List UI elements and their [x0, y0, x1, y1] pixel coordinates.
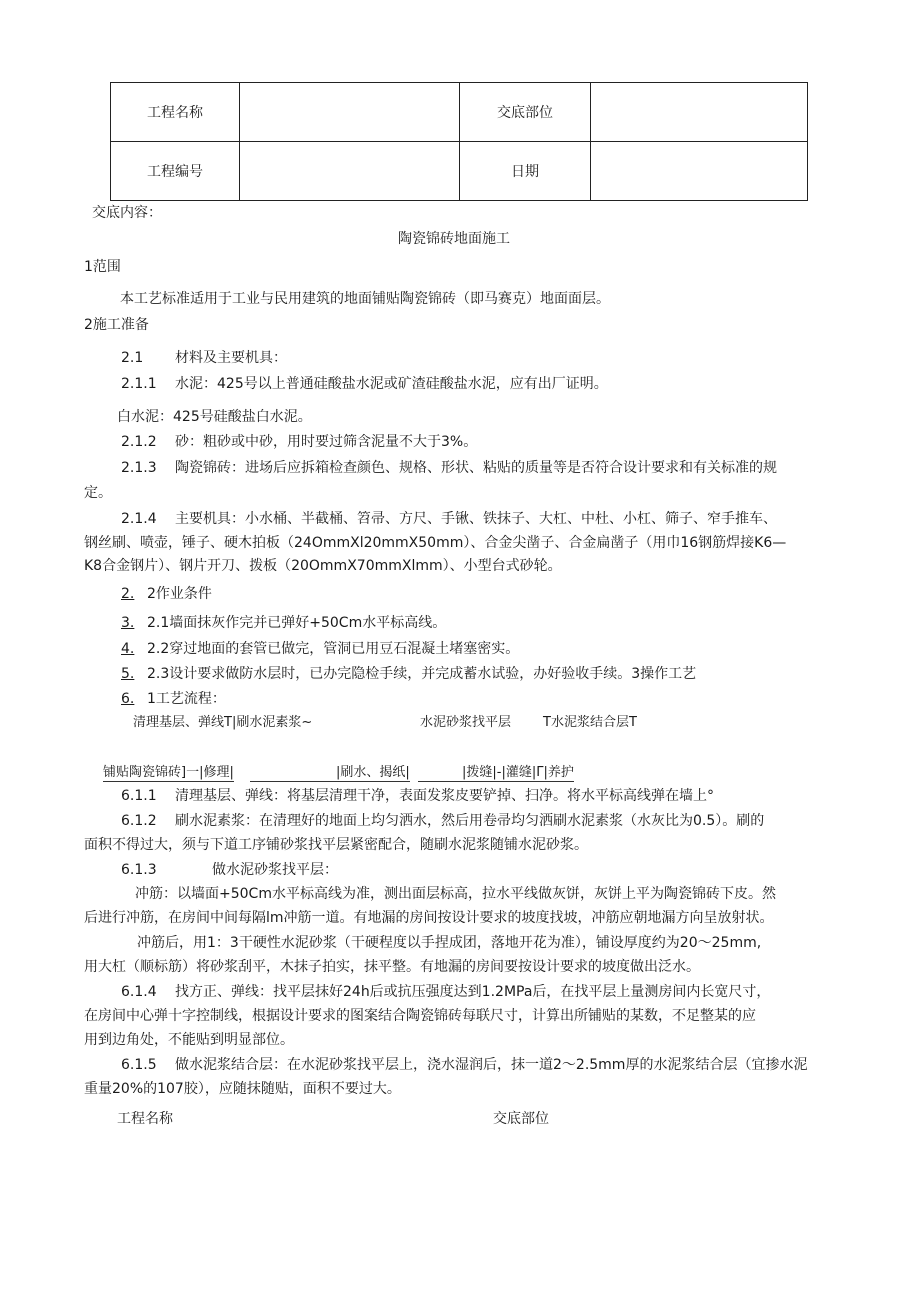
- screeding-text-line1: 冲筋：以墙面+50Cm水平标高线为准，测出面层标高，拉水平线做灰饼，灰饼上平为陶瓷锦砖下皮。然: [135, 886, 776, 902]
- item-2-1-3-text-line1: 陶瓷锦砖：进场后应拆箱检查颜色、规格、形状、粘贴的质量等是否符合设计要求和有关标准的规: [175, 460, 777, 476]
- handover-location-label: 交底部位: [460, 83, 591, 142]
- process-flow-row2-step2: |刷水、揭纸|: [336, 765, 410, 780]
- header-row-project-name: [111, 83, 808, 142]
- item-2-1-1-text: 水泥：425号以上普通硅酸盐水泥或矿渣硅酸盐水泥，应有出厂证明。: [175, 376, 608, 392]
- list-number-3: 3.: [121, 615, 135, 631]
- list-item-6-text: 1工艺流程：: [147, 691, 226, 707]
- list-item-4-text: 2.2穿过地面的套管已做完，管洞已用豆石混凝土堵塞密实。: [147, 641, 520, 657]
- white-cement-text: 白水泥：425号硅酸盐白水泥。: [117, 409, 312, 425]
- item-2-1-3-text-line2: 定。: [84, 485, 112, 501]
- project-number-label: 工程编号: [111, 142, 240, 201]
- item-6-1-2-text-line1: 刷水泥素浆：在清理好的地面上均匀洒水，然后用卷帚均匀洒刷水泥素浆（水灰比为0.5）。刷的: [175, 813, 765, 829]
- item-2-1-4-text-line1: 主要机具：小水桶、半截桶、笤帚、方尺、手锹、铁抹子、大杠、中杜、小杠、筛子、窄手推车、: [175, 511, 777, 527]
- item-6-1-5-number: 6.1.5: [121, 1057, 157, 1073]
- item-6-1-3-text: 做水泥砂浆找平层：: [212, 862, 338, 878]
- list-item-2-text: 2作业条件: [147, 586, 212, 602]
- section-1-paragraph: 本工艺标准适用于工业与民用建筑的地面铺贴陶瓷锦砖（即马赛克）地面面层。: [120, 291, 610, 307]
- process-flow-row2-step3: |拨缝|-|灌缝|Γ|养护: [462, 765, 574, 780]
- process-flow-row1-step2: 水泥砂浆找平层: [420, 715, 512, 730]
- list-item-3-text: 2.1墙面抹灰作完并已弹好+50Cm水平标高线。: [147, 615, 447, 631]
- date-label: 日期: [460, 142, 591, 201]
- list-number-2: 2.: [121, 586, 135, 602]
- content-label: 交底内容：: [92, 205, 162, 221]
- handover-location-value: [591, 83, 808, 142]
- project-number-value: [240, 142, 460, 201]
- footer-handover-location-label: 交底部位: [493, 1111, 549, 1127]
- section-2-heading: 2施工准备: [84, 317, 149, 333]
- item-2-1-4-number: 2.1.4: [121, 511, 157, 527]
- list-item-5-text: 2.3设计要求做防水层时，已办完隐检手续，并完成蓄水试验，办好验收手续。3操作工艺: [147, 666, 697, 682]
- item-2-1-text: 材料及主要机具：: [175, 350, 287, 366]
- item-6-1-4-text-line2: 在房间中心弹十字控制线，根据设计要求的图案结合陶瓷锦砖每联尺寸，计算出所铺贴的某数，不足整某的应: [84, 1008, 756, 1024]
- list-number-6: 6.: [121, 691, 135, 707]
- after-screeding-text-line1: 冲筋后，用1：3干硬性水泥砂浆（干硬程度以手捏成团，落地开花为准），铺设厚度约为20～25mm,: [137, 935, 762, 951]
- process-flow-row1-step1: 清理基层、弹线T|刷水泥素浆~: [133, 715, 313, 730]
- date-value: [591, 142, 808, 201]
- item-6-1-5-text-line1: 做水泥浆结合层：在水泥砂浆找平层上，浇水湿润后，抹一道2～2.5mm厚的水泥浆结合层（宜掺水泥: [175, 1057, 808, 1073]
- project-name-label: 工程名称: [111, 83, 240, 142]
- item-6-1-3-number: 6.1.3: [121, 862, 157, 878]
- process-flow-connector-1: [250, 781, 336, 782]
- item-6-1-1-text: 清理基层、弹线：将基层清理干净，表面发浆皮要铲掉、扫净。将水平标高线弹在墙上°: [175, 788, 714, 804]
- item-6-1-4-number: 6.1.4: [121, 984, 157, 1000]
- after-screeding-text-line2: 用大杠（顺标筋）将砂浆刮平，木抹子拍实，抹平整。有地漏的房间要按设计要求的坡度做出泛水。: [84, 959, 700, 975]
- item-2-1-2-number: 2.1.2: [121, 434, 157, 450]
- item-6-1-5-text-line2: 重量20%的107胶），应随抹随贴，面积不要过大。: [84, 1081, 401, 1097]
- process-flow-connector-2: [418, 781, 462, 782]
- header-row-project-number: [111, 142, 808, 201]
- item-6-1-4-text-line3: 用到边角处，不能贴到明显部位。: [84, 1032, 294, 1048]
- item-2-1-2-text: 砂：粗砂或中砂，用时要过筛含泥量不大于3%。: [175, 434, 478, 450]
- list-number-5: 5.: [121, 666, 135, 682]
- item-6-1-1-number: 6.1.1: [121, 788, 157, 804]
- list-number-4: 4.: [121, 641, 135, 657]
- item-2-1-1-number: 2.1.1: [121, 376, 157, 392]
- item-6-1-2-text-line2: 面积不得过大，须与下道工序铺砂浆找平层紧密配合，随刷水泥浆随铺水泥砂浆。: [84, 837, 588, 853]
- item-2-1-3-number: 2.1.3: [121, 460, 157, 476]
- item-6-1-4-text-line1: 找方正、弹线：找平层抹好24h后或抗压强度达到1.2MPa后，在找平层上量测房间内长宽尺寸，: [175, 984, 771, 1000]
- section-1-heading: 1范围: [84, 259, 121, 275]
- project-name-value: [240, 83, 460, 142]
- item-6-1-2-number: 6.1.2: [121, 813, 157, 829]
- footer-project-name-label: 工程名称: [117, 1111, 173, 1127]
- process-flow-row2-step1: 铺贴陶瓷锦砖]一|修理|: [103, 765, 234, 780]
- item-2-1-4-text-line2: 钢丝刷、喷壶，锤子、硬木拍板（24OmmXl20mmX50mm）、合金尖凿子、合金扁凿子（用巾16钢筋焊接K6—: [84, 535, 787, 551]
- document-title: 陶瓷锦砖地面施工: [398, 231, 510, 247]
- header-info-table: [110, 82, 808, 201]
- process-flow-row1-step3: T水泥浆结合层T: [543, 715, 637, 730]
- screeding-text-line2: 后进行冲筋，在房间中间每隔lm冲筋一道。有地漏的房间按设计要求的坡度找坡，冲筋应朝地漏方向呈放射状。: [84, 910, 774, 926]
- item-2-1-4-text-line3: K8合金钢片）、钢片开刀、拨板（20OmmX70mmXlmm）、小型台式砂轮。: [84, 558, 562, 574]
- item-2-1-number: 2.1: [121, 350, 144, 366]
